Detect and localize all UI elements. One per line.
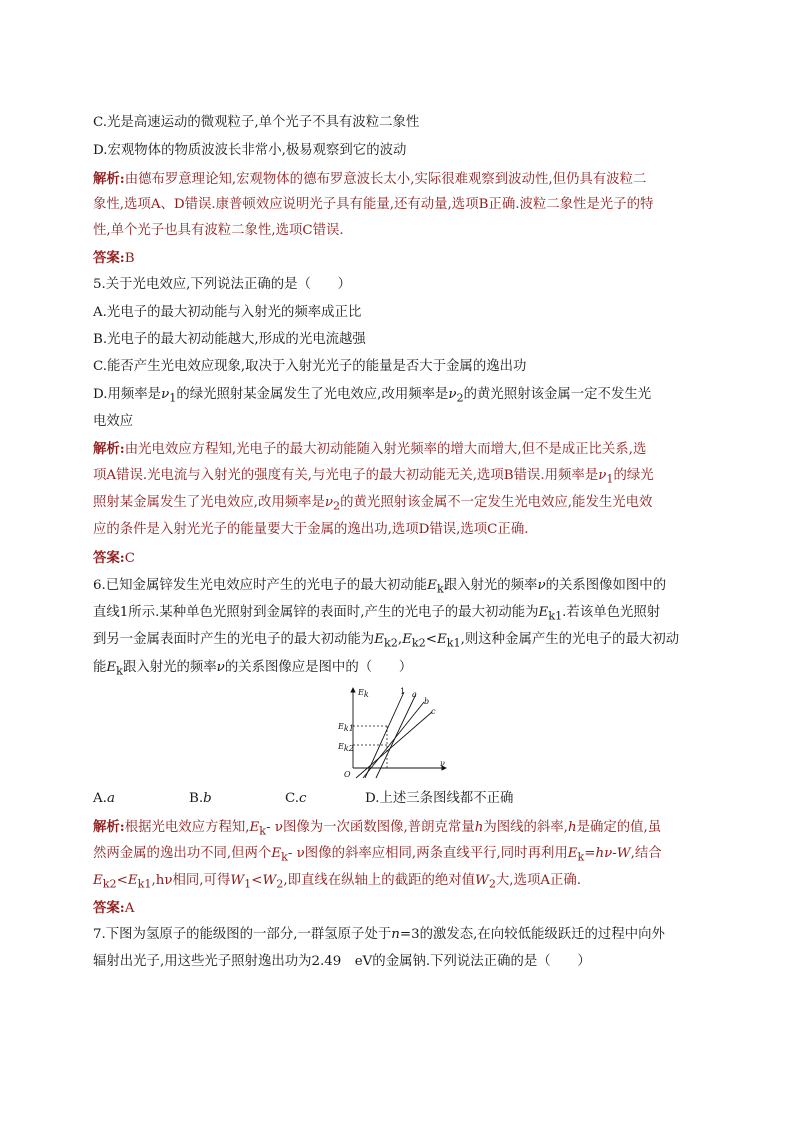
subscript: k2	[102, 877, 117, 891]
answer-label: 答案:	[93, 550, 125, 566]
subscript: 2	[456, 391, 464, 405]
explanation-label: 解析:	[93, 171, 125, 187]
e-symbol: E	[374, 632, 384, 647]
explanation-5-line-3	[93, 494, 652, 516]
subscript: k	[436, 582, 444, 596]
subscript: k	[259, 824, 267, 838]
question-6-line-3	[93, 631, 679, 653]
question-6-options	[93, 790, 513, 808]
e-symbol: E	[436, 632, 447, 647]
explanation-label: 解析:	[93, 441, 125, 457]
e-symbol: <E	[116, 873, 138, 888]
explanation-text: - ν图像的斜率应相同,两条直线平行,同时再利用	[287, 846, 568, 861]
explanation-4-line-1	[93, 170, 646, 189]
e-symbol: E	[93, 873, 103, 888]
explanation-text: 象性,选项A、D错误.康普顿效应说明光子具有能量,还有动量,选项B正确.波粒二象性是光子的特	[93, 197, 654, 212]
answer-label: 答案:	[93, 250, 125, 266]
line-1-label: 1	[400, 687, 406, 696]
question-text: 到另一金属表面时产生的光电子的最大初动能为	[93, 632, 375, 647]
explanation-5-line-4	[93, 521, 528, 539]
explanation-text: 应的条件是入射光光子的能量要大于金属的逸出功,选项D错误,选项C正确.	[93, 522, 529, 537]
origin-label: O	[344, 770, 351, 779]
explanation-text: ,hν相同,可得	[151, 873, 231, 888]
option-text: 的黄光照射该金属一定不发生光	[463, 387, 652, 402]
answer-4	[93, 249, 135, 268]
ek1-label: Ek1	[338, 722, 354, 733]
ek-nu-graph-svg	[336, 684, 450, 780]
line-b-label: b	[424, 697, 430, 706]
explanation-text: ,结合	[630, 846, 662, 861]
question-text: 辐射出光子,用这些光子照射逸出功为2.49 eV的金属钠.下列说法正确的是（ ）	[93, 954, 591, 969]
y-axis-label: Ek	[358, 688, 369, 699]
question-5-option-c	[93, 358, 526, 376]
option-text: 电效应	[93, 414, 134, 429]
e-symbol: E	[249, 820, 260, 835]
question-text: ,则这种金属产生的光电子的最大初动	[460, 632, 680, 647]
subscript: k1	[446, 636, 461, 650]
explanation-text: 的黄光照射该金属不一定发生光电效应,能发生光电效	[340, 495, 653, 510]
w-symbol: <W	[251, 873, 277, 888]
w-symbol: W	[475, 873, 489, 888]
question-5-option-d-cont	[93, 413, 133, 431]
explanation-text: 照射某金属发生了光电效应,改用频率是	[93, 495, 325, 510]
subscript: 2	[488, 877, 496, 891]
subscript: 1	[606, 472, 614, 486]
option-a: A.a	[93, 791, 115, 806]
subscript: k	[281, 850, 288, 864]
explanation-label: 解析:	[93, 819, 125, 835]
explanation-text: 由光电效应方程知,光电子的最大初动能随入射光频率的增大而增大,但不是成正比关系,选	[124, 442, 647, 457]
option-text: D.用频率是	[93, 387, 162, 402]
question-text: 跟入射光的频率	[122, 660, 217, 675]
e-symbol: E	[538, 605, 549, 620]
ek-nu-graph	[336, 684, 450, 780]
explanation-text: 项A错误.光电流与入射光的强度有关,与光电子的最大初动能无关,选项B错误.用频率是	[93, 468, 599, 483]
subscript: 1	[169, 391, 177, 405]
explanation-text: 为图线的斜率,	[483, 820, 568, 835]
explanation-6-line-3	[93, 872, 581, 894]
question-text: 的关系图像如图中的	[545, 578, 667, 593]
line-a-label: a	[412, 690, 417, 699]
question-text: 的关系图像应是图中的（ ）	[224, 660, 413, 675]
explanation-text: - ν图像为一次函数图像,普朗克常量	[266, 820, 475, 835]
nu-symbol: ν	[537, 578, 546, 593]
question-5-option-b	[93, 331, 366, 349]
line-c-label: c	[431, 707, 436, 716]
line-b	[363, 702, 424, 778]
n-symbol: n	[391, 927, 400, 942]
e-symbol: E	[402, 632, 412, 647]
explanation-text: ,即直线在纵轴上的截距的绝对值	[283, 873, 476, 888]
nu-symbol: ν	[324, 495, 334, 510]
h-symbol: h	[567, 820, 577, 835]
option-d-text: D.宏观物体的物质波波长非常小,极易观察到它的波动	[93, 143, 407, 158]
subscript: 2	[276, 877, 284, 891]
subscript: 2	[333, 499, 341, 513]
explanation-text: 大,选项A正确.	[495, 873, 582, 888]
answer-value: A	[124, 901, 135, 916]
subscript: k	[577, 850, 585, 864]
w-symbol: W	[230, 873, 245, 888]
option-c: C.c	[285, 791, 307, 806]
option-c-text: C.光是高速运动的微观粒子,单个光子不具有波粒二象性	[93, 115, 420, 130]
e-symbol: E	[567, 846, 578, 861]
question-text: .若该单色光照射	[562, 605, 661, 620]
line-a	[376, 694, 416, 778]
e-symbol: E	[427, 578, 437, 593]
explanation-text: 性,单个光子也具有波粒二象性,选项C错误.	[93, 223, 344, 238]
subscript: k1	[548, 609, 563, 623]
question-text: 6.已知金属锌发生光电效应时产生的光电子的最大初动能	[93, 578, 428, 593]
subscript: k1	[137, 877, 152, 891]
question-text: 5.关于光电效应,下列说法正确的是（ ）	[93, 277, 352, 292]
question-text: ,	[397, 632, 403, 647]
explanation-5-line-2	[93, 467, 654, 489]
option-c-line	[93, 114, 419, 132]
equation: =hν-W	[584, 846, 631, 861]
explanation-6-line-1	[93, 818, 661, 841]
question-5-option-a	[93, 304, 361, 322]
nu-symbol: ν	[161, 387, 170, 402]
option-text: C.能否产生光电效应现象,取决于入射光光子的能量是否大于金属的逸出功	[93, 359, 527, 374]
e-symbol: E	[106, 660, 117, 675]
e-symbol: E	[271, 846, 282, 861]
explanation-text: 根据光电效应方程知,	[124, 820, 250, 835]
option-d-line	[93, 142, 406, 160]
ek2-label: Ek2	[338, 742, 354, 753]
answer-5	[93, 549, 135, 568]
question-6-line-2	[93, 604, 660, 626]
subscript: k	[116, 664, 123, 678]
question-6-line-4	[93, 659, 412, 681]
nu-symbol: ν	[448, 387, 457, 402]
option-text: 的绿光照射某金属发生了光电效应,改用频率是	[176, 387, 449, 402]
option-text: A.光电子的最大初动能与入射光的频率成正比	[93, 305, 362, 320]
subscript: 1	[244, 877, 252, 891]
x-axis-label: ν	[440, 759, 445, 768]
question-7-line-2	[93, 953, 591, 971]
question-text: 能	[93, 660, 107, 675]
nu-symbol: ν	[598, 468, 607, 483]
explanation-text: 是确定的值,虽	[576, 820, 662, 835]
nu-symbol: ν	[216, 660, 225, 675]
question-text: 7.下图为氢原子的能级图的一部分,一群氢原子处于	[93, 927, 392, 942]
subscript: k2	[383, 636, 398, 650]
question-text: <	[425, 632, 437, 647]
answer-6	[93, 899, 134, 918]
explanation-5-line-1	[93, 440, 646, 459]
explanation-text: 的绿光	[613, 468, 654, 483]
option-text: B.光电子的最大初动能越大,形成的光电流越强	[93, 332, 366, 347]
explanation-text: 然两金属的逸出功不同,但两个	[93, 846, 272, 861]
answer-label: 答案:	[93, 900, 125, 916]
question-7-line-1	[93, 926, 665, 944]
answer-value: C	[124, 551, 135, 566]
question-text: 直线1所示.某种单色光照射到金属锌的表面时,产生的光电子的最大初动能为	[93, 605, 539, 620]
question-text: =3的激发态,在向较低能级跃迁的过程中向外	[399, 927, 665, 942]
option-d: D.上述三条图线都不正确	[365, 791, 514, 806]
answer-value: B	[124, 251, 135, 266]
h-symbol: h	[474, 820, 484, 835]
explanation-4-line-3	[93, 222, 344, 240]
explanation-text: 由德布罗意理论知,宏观物体的德布罗意波长太小,实际很难观察到波动性,但仍具有波粒二	[124, 172, 647, 187]
explanation-4-line-2	[93, 196, 653, 214]
question-6-line-1	[93, 577, 666, 599]
question-text: 跟入射光的频率	[443, 578, 538, 593]
question-5-stem	[93, 276, 351, 294]
explanation-6-line-2	[93, 845, 662, 867]
question-5-option-d	[93, 386, 651, 408]
option-b: B.b	[189, 791, 212, 806]
subscript: k2	[411, 636, 426, 650]
